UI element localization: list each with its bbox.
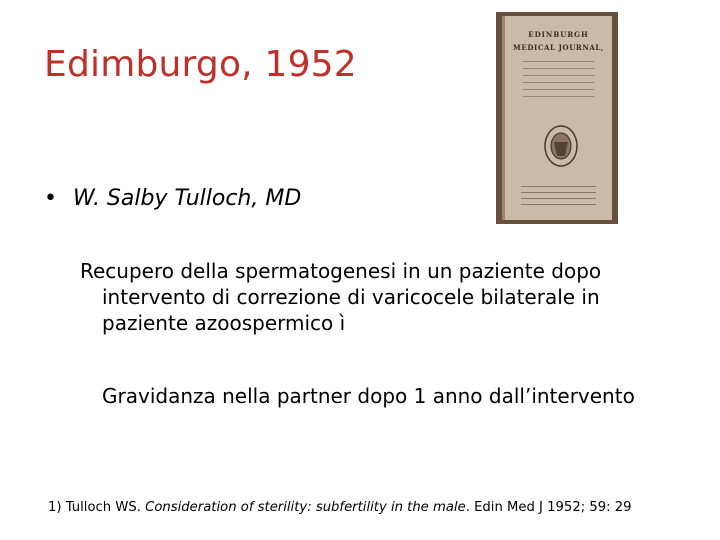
author-name: W. Salby Tulloch, MD [72, 186, 302, 211]
bullet-icon: • [44, 186, 57, 211]
ref-journal: . Edin Med J [465, 500, 543, 515]
ref-year: 1952 [547, 500, 581, 515]
reference-citation [48, 500, 632, 515]
cover-text-lines [523, 61, 594, 103]
bullet-author [44, 186, 301, 211]
paragraph-line1: Recupero della spermatogenesi in un paziente dopo [80, 259, 602, 283]
ref-citation: ; 59: 29 [580, 500, 632, 515]
page-title: Edimburgo, 1952 [44, 44, 357, 85]
journal-cover-image [496, 12, 618, 224]
cover-publisher-lines [521, 186, 596, 210]
ref-authors: 1) Tulloch WS. [48, 500, 141, 515]
cover-header-line1: EDINBURGH [528, 30, 589, 39]
paragraph-rest: intervento di correzione di varicocele bilaterale in paziente azoospermico ì [102, 285, 600, 335]
body-paragraph [80, 258, 640, 336]
ref-article-title: Consideration of sterility: subfertility in the male [145, 500, 466, 515]
seal-emblem-icon [542, 122, 580, 172]
body-paragraph-2: Gravidanza nella partner dopo 1 anno dall’intervento [102, 384, 635, 408]
cover-header-line2: MEDICAL JOURNAL, [513, 43, 604, 52]
